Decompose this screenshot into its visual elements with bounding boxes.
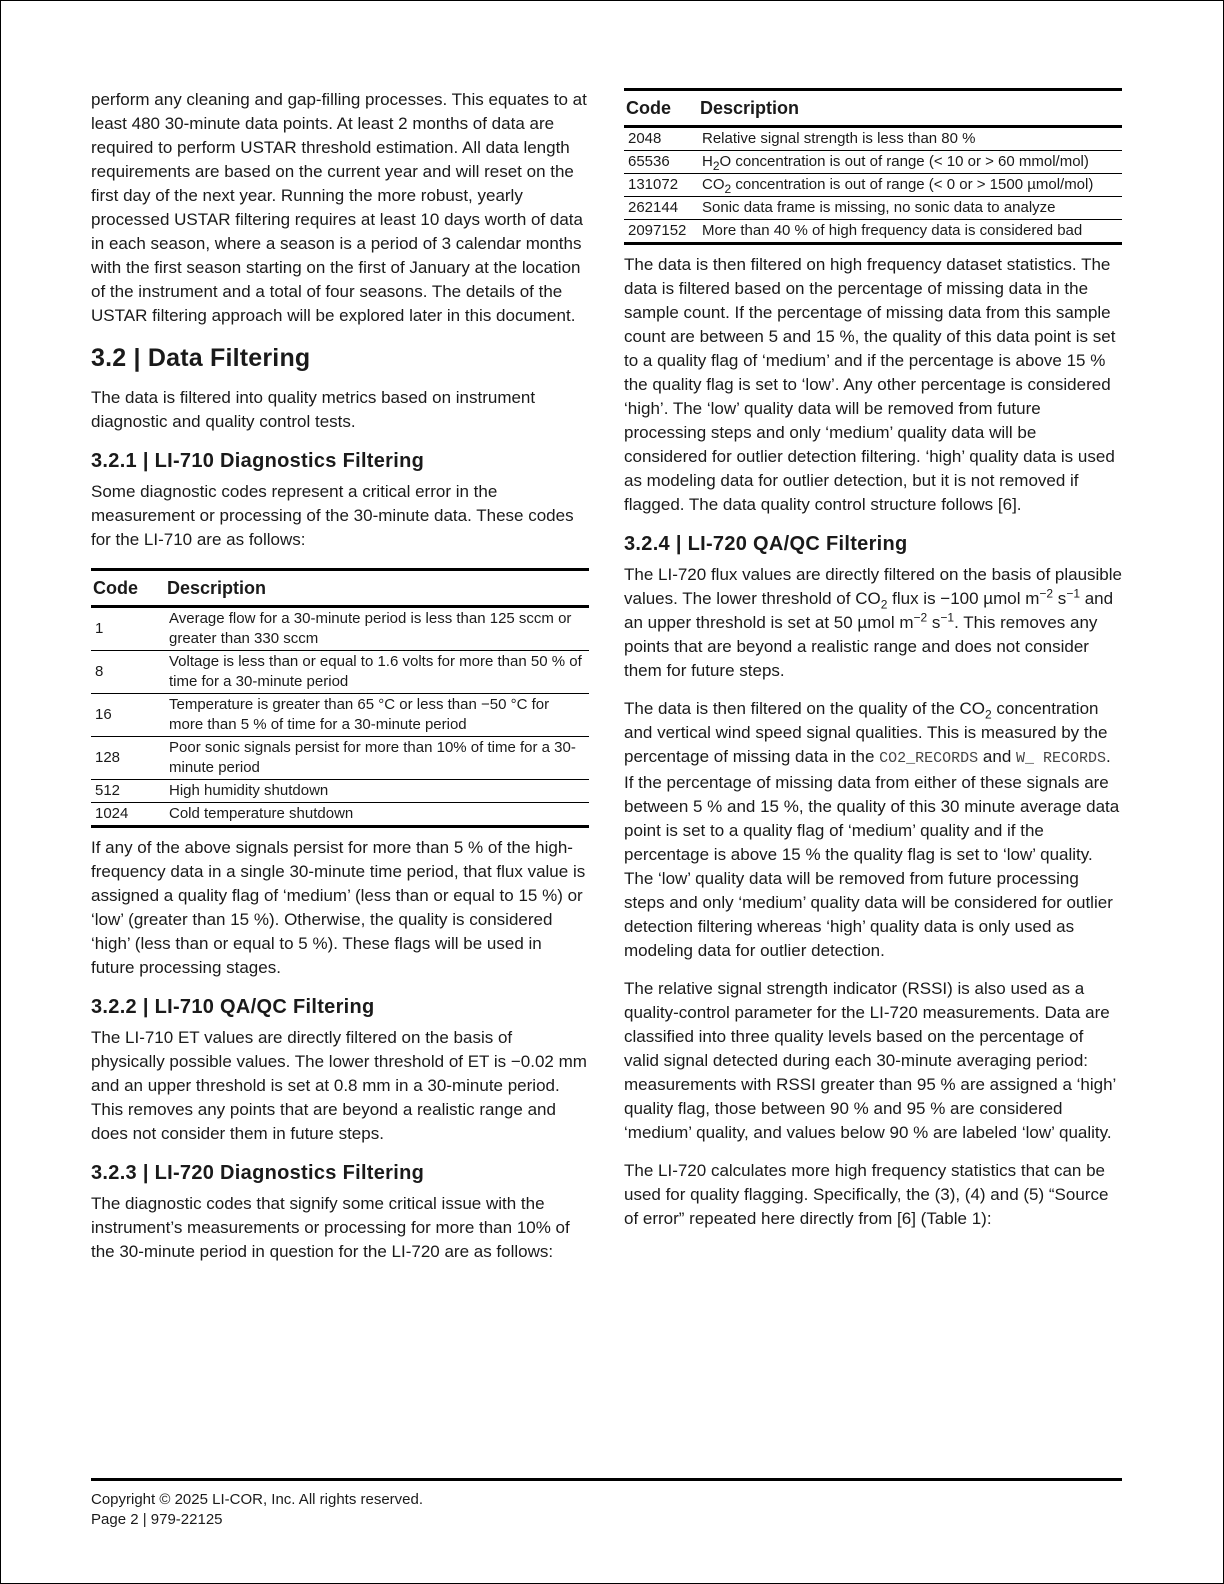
paragraph-co2-signal-quality: The data is then filtered on the quality of the $CO_2$ concentration and vertical wind speed signal qualities. This is measured by the percentage of missing data in the CO2_RECORDS and W_ RECORDS. If the percentage of missing data from either of these signals are between 5 % and 15 %, the quality of this 30 minute average data point is set to a quality flag of ‘medium’ quality and if the percentage is above 15 % the quality flag is set to ‘low’ quality. The ‘low’ quality data will be removed from future processing steps and only ‘medium’ quality data will be considered for outlier detection filtering whereas ‘high’ quality data is only used as modeling data for outlier detection. (624, 699, 1120, 960)
li710-diagnostic-codes-table (91, 568, 589, 828)
section-heading-3-2-4: 3.2.4 | LI-720 QA/QC Filtering (624, 533, 908, 555)
paragraph-li720-diagnostics: The diagnostic codes that signify some critical issue with the instrument’s measurements or processing for more than 10% of the 30-minute period in question for the LI-720 are as follows: (91, 1194, 570, 1261)
table-row (91, 737, 589, 780)
paragraph-data-filtering: The data is filtered into quality metrics based on instrument diagnostic and quality control tests. (91, 388, 536, 431)
description-cell: Cold temperature shutdown (165, 803, 589, 827)
code-cell: 8 (91, 651, 165, 694)
description-cell: More than 40 % of high frequency data is considered bad (698, 220, 1122, 244)
section-heading-3-2-3: 3.2.3 | LI-720 Diagnostics Filtering (91, 1162, 425, 1184)
code-cell: 2048 (624, 127, 698, 151)
description-cell: High humidity shutdown (165, 780, 589, 803)
li720-diagnostic-codes-table (624, 88, 1122, 245)
description-cell: $CO_2$ concentration is out of range (< 0 or > 1500 µmol/mol) (698, 174, 1122, 197)
table-row (91, 803, 589, 827)
table-row (624, 197, 1122, 220)
code-cell: 131072 (624, 174, 698, 197)
code-cell: 2097152 (624, 220, 698, 244)
page-number: Page 2 | 979-22125 (91, 1511, 223, 1528)
paragraph-li710-diagnostics: Some diagnostic codes represent a critical error in the measurement or processing of the 30-minute data. These codes for the LI-710 are as follows: (91, 482, 574, 549)
section-heading-3-2-1: 3.2.1 | LI-710 Diagnostics Filtering (91, 450, 425, 472)
code-cell: 512 (91, 780, 165, 803)
code-co2-records: CO2_RECORDS (879, 750, 979, 767)
left-column (91, 88, 589, 1278)
description-cell: Average flow for a 30-minute period is less than 125 sccm or greater than 330 sccm (165, 607, 589, 651)
paragraph-high-frequency-stats: The data is then filtered on high frequency dataset statistics. The data is filtered based on the percentage of missing data in the sample count. If the percentage of missing data from this sample count are between 5 and 15 %, the quality of this data point is set to a quality flag of ‘medium’ and if the percentage is above 15 % the quality flag is set to ‘low’. Any other percentage is considered ‘high’. The ‘low’ quality data will be removed from future processing steps and only ‘medium’ quality data will be considered for outlier detection filtering. ‘high’ quality data is used as modeling data for outlier detection, but it is not removed if flagged. The data quality control structure follows [6]. (624, 255, 1116, 514)
description-cell: $H_2O$ concentration is out of range (< 10 or > 60 mmol/mol) (698, 151, 1122, 174)
paragraph-li710-qaqc: The LI-710 ET values are directly filtered on the basis of physically possible values. The lower threshold of ET is −0.02 mm and an upper threshold is set at 0.8 mm in a 30-minute period. This removes any points that are beyond a realistic range and does not consider them in future steps. (91, 1028, 587, 1143)
column-header-description: Description (167, 578, 267, 598)
description-cell: Temperature is greater than 65 °C or less than −50 °C for more than 5 % of time for a 30-minute period (165, 694, 589, 737)
section-heading-3-2: 3.2 | Data Filtering (91, 344, 311, 372)
page-footer (91, 1478, 1122, 1530)
section-heading-3-2-2: 3.2.2 | LI-710 QA/QC Filtering (91, 996, 375, 1018)
table-row (91, 694, 589, 737)
table-row (624, 151, 1122, 174)
code-cell: 16 (91, 694, 165, 737)
description-cell: Relative signal strength is less than 80 % (698, 127, 1122, 151)
table-row (624, 220, 1122, 244)
right-column (624, 88, 1122, 1245)
table-row (624, 127, 1122, 151)
paragraph-quality-flags: If any of the above signals persist for more than 5 % of the high-frequency data in a single 30-minute time period, that flux value is assigned a quality flag of ‘medium’ (less than or equal to 15 %) or ‘low’ (greater than 15 %). Otherwise, the quality is considered ‘high’ (less than or equal to 5 %). These flags will be used in future processing stages. (91, 838, 586, 977)
code-cell: 65536 (624, 151, 698, 174)
description-cell: Sonic data frame is missing, no sonic data to analyze (698, 197, 1122, 220)
description-cell: Poor sonic signals persist for more than 10% of time for a 30-minute period (165, 737, 589, 780)
description-cell: Voltage is less than or equal to 1.6 volts for more than 50 % of time for a 30-minute period (165, 651, 589, 694)
table-row (91, 780, 589, 803)
code-cell: 1024 (91, 803, 165, 827)
table-row (91, 651, 589, 694)
code-cell: 1 (91, 607, 165, 651)
table-header-row (624, 90, 1122, 127)
intro-paragraph: perform any cleaning and gap-filling processes. This equates to at least 480 30-minute data points. At least 2 months of data are required to perform USTAR threshold estimation. All data length requirements are based on the current year and will reset on the first day of the next year. Running the more robust, yearly processed USTAR filtering requires at least 10 days worth of data in each season, where a season is a period of 3 calendar months with the first season starting on the first of January at the location of the instrument and a total of four seasons. The details of the USTAR filtering approach will be explored later in this document. (91, 90, 587, 325)
code-cell: 128 (91, 737, 165, 780)
column-header-description: Description (700, 98, 800, 118)
table-row (624, 174, 1122, 197)
column-header-code: Code (93, 578, 138, 598)
table-header-row (91, 570, 589, 607)
paragraph-rssi: The relative signal strength indicator (RSSI) is also used as a quality-control parameter for the LI-720 measurements. Data are classified into three quality levels based on the percentage of valid signal detected during each 30-minute averaging period: measurements with RSSI greater than 95 % are assigned a ‘high’ quality flag, those between 90 % and 95 % are considered ‘medium’ quality, and values below 90 % are labeled ‘low’ quality. (624, 979, 1116, 1142)
table-row (91, 607, 589, 651)
code-w-records: W_ RECORDS (1016, 750, 1107, 767)
code-cell: 262144 (624, 197, 698, 220)
copyright-text: Copyright © 2025 LI-COR, Inc. All rights reserved. (91, 1491, 424, 1508)
column-header-code: Code (626, 98, 671, 118)
paragraph-statistics: The LI-720 calculates more high frequency statistics that can be used for quality flagging. Specifically, the (3), (4) and (5) “Source of error” repeated here directly from [6] (Table 1): (624, 1161, 1109, 1228)
paragraph-li720-qaqc: The LI-720 flux values are directly filtered on the basis of plausible values. The lower threshold of $CO_2$ flux is −100 µmol $m^{-2}$ $s^{-1}$ and an upper threshold is set at 50 µmol $m^{-2}$ $s^{-1}$. This removes any points that are beyond a realistic range and does not consider them for future steps. (624, 565, 1122, 680)
